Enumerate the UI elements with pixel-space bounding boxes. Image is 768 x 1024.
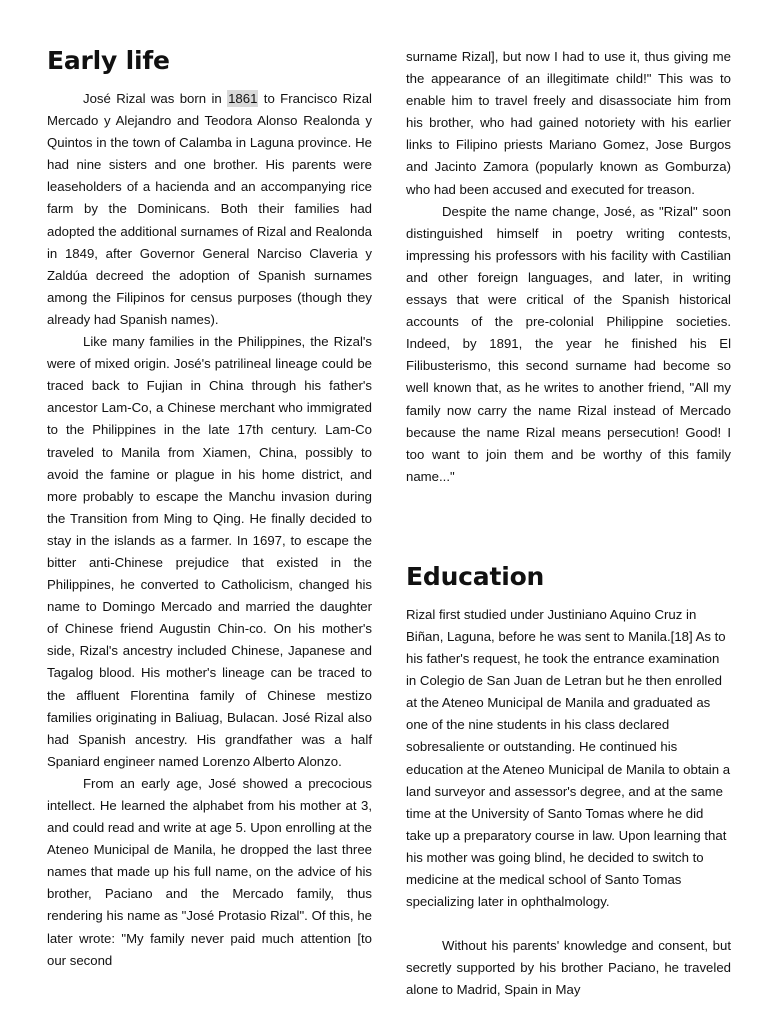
page-title-education: Education: [406, 561, 545, 591]
two-column-body: [47, 46, 731, 998]
paragraph-text-suffix: to Francisco Rizal Mercado y Alejandro and Teodora Alonso Realonda y Quintos in the town of Calamba in Laguna province. He had nine sisters and one brother. His parents were leaseholders of a hacienda and an accompanying rice farm by the Dominicans. Both their families had adopted the additional surnames of Rizal and Realonda in 1849, after Governor General Narciso Claveria y Zaldúa decreed the adoption of Spanish surnames among the Filipinos for census purposes (though they already had Spanish names).: [47, 91, 372, 327]
page-title-early-life: Early life: [47, 46, 170, 75]
right-column: [406, 46, 731, 998]
highlighted-year-1861: 1861: [228, 91, 258, 106]
paragraph-despite-name-change: Despite the name change, José, as "Rizal" soon distinguished himself in poetry writing contests, impressing his professors with his facility with Castilian and other foreign languages, and later, in writing essays that were critical of the Spanish historical accounts of the pre-colonial Philippine societies. Indeed, by 1891, the year he finished his El Filibusterismo, this second surname had become so well known that, as he writes to another friend, "All my family now carry the name Rizal instead of Mercado because the name Rizal means persecution! Good! I too want to join them and be worthy of this family name...": [406, 203, 731, 484]
paragraph-text-prefix: José Rizal was born in: [83, 91, 228, 106]
paragraph-early-life-3: From an early age, José showed a precocious intellect. He learned the alphabet from his mother at 3, and could read and write at age 5. Upon enrolling at the Ateneo Municipal de Manila, he dropped the last three names that made up his full name, on the advice of his brother, Paciano and the Mercado family, thus rendering his name as "José Protasio Rizal". Of this, he later wrote: "My family never paid much attention [to our second: [47, 775, 372, 968]
paragraph-education-1: Rizal first studied under Justiniano Aquino Cruz in Biñan, Laguna, before he was sent to Manila.[18] As to his father's request, he took the entrance examination in Colegio de San Juan de Letran but he then enrolled at the Ateneo Municipal de Manila and graduated as one of the nine students in his class declared sobresaliente or outstanding. He continued his education at the Ateneo Municipal de Manila to obtain a land surveyor and assessor's degree, and at the same time at the University of Santo Tomas where he did take up a preparatory course in law. Upon learning that his mother was going blind, he decided to switch to medicine at the medical school of Santo Tomas specializing later in ophthalmology.: [406, 606, 731, 910]
paragraph-education-2: Without his parents' knowledge and consent, but secretly supported by his brother Paciano, he traveled alone to Madrid, Spain in May: [406, 938, 731, 998]
section-spacer: [406, 488, 731, 562]
paragraph-early-life-1: [47, 88, 372, 331]
paragraph-early-life-2: Like many families in the Philippines, the Rizal's were of mixed origin. José's patrilineal lineage could be traced back to Fujian in China through his father's ancestor Lam-Co, a Chinese merchant who immigrated to the Philippines in the late 17th century. Lam-Co traveled to Manila from Xiamen, China, possibly to avoid the famine or plague in his home district, and more probably to escape the Manchu invasion during the Transition from Ming to Qing. He finally decided to stay in the islands as a farmer. In 1697, to escape the bitter anti-Chinese prejudice that existed in the Philippines, he converted to Catholicism, changed his name to Domingo Mercado and married the daughter of Chinese friend Augustin Chin-co. On his mother's side, Rizal's ancestry included Chinese, Japanese and Tagalog blood. His mother's lineage can be traced to the affluent Florentina family of Chinese mestizo families originating in Baliuag, Bulacan. José Rizal also had Spanish ancestry. His grandfather was a half Spaniard engineer named Lorenzo Alberto Alonzo.: [47, 334, 372, 769]
paragraph-name-change-continued: surname Rizal], but now I had to use it, thus giving me the appearance of an illegitimate child!" This was to enable him to travel freely and disassociate him from his brother, who had gained notoriety with his earlier links to Filipino priests Mariano Gomez, Jose Burgos and Jacinto Zamora (popularly known as Gomburza) who had been accused and executed for treason.: [406, 49, 731, 197]
paragraph-spacer: [406, 913, 731, 935]
left-column: [47, 46, 372, 976]
